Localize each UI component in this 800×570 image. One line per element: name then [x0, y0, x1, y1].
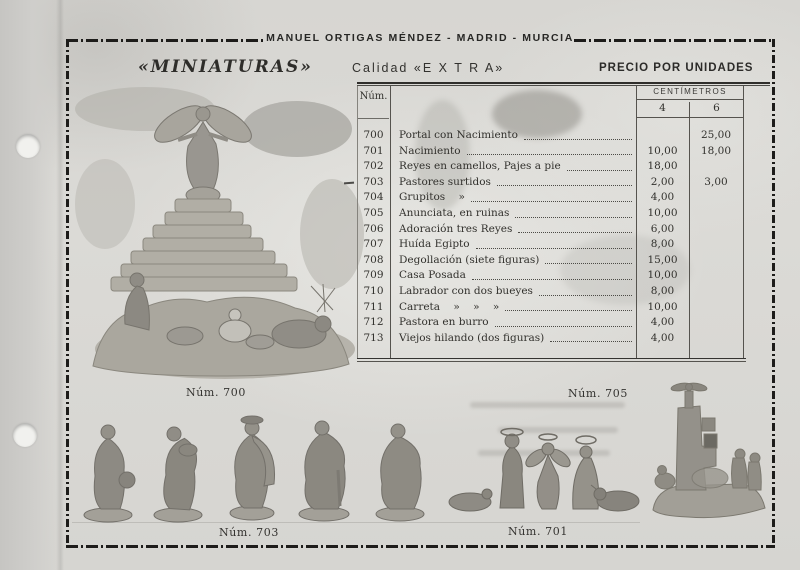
- row-price-4cm: 6,00: [650, 222, 675, 235]
- dot-leader: [550, 331, 632, 343]
- row-price-4cm: 10,00: [647, 144, 678, 157]
- dot-leader: [471, 190, 632, 202]
- table-row: [357, 128, 744, 144]
- row-price-4cm: 4,00: [650, 331, 675, 344]
- photo-num-701-nativity: [440, 428, 640, 520]
- row-description-cell: [390, 237, 636, 253]
- dot-leader: [539, 284, 632, 296]
- row-price-6cm: [689, 253, 743, 269]
- frame-top-left: [66, 39, 266, 42]
- page-left-edge: [0, 0, 58, 570]
- row-number: 706: [363, 222, 384, 235]
- dot-leader: [518, 222, 632, 234]
- row-price-6cm: 3,00: [704, 175, 728, 188]
- row-description-cell: [390, 331, 636, 347]
- table-row: [357, 206, 744, 222]
- row-number: 705: [363, 206, 384, 219]
- table-row: [357, 268, 744, 284]
- row-description-cell: [390, 144, 636, 160]
- table-row: [357, 300, 744, 316]
- photo-num-700-monument: [85, 84, 360, 384]
- punch-hole-bottom: [13, 423, 37, 447]
- table-row: [357, 237, 744, 253]
- col-header-4cm: 4: [659, 102, 666, 114]
- row-description: Pastores surtidos: [399, 175, 491, 188]
- table-row: [357, 315, 744, 331]
- table-row: [357, 284, 744, 300]
- dot-leader: [505, 300, 632, 312]
- row-price-6cm: 25,00: [700, 129, 732, 141]
- row-description-cell: [390, 175, 636, 191]
- row-price-6cm: [689, 159, 743, 175]
- table-row: [357, 159, 744, 175]
- dot-leader: [515, 206, 632, 218]
- row-number: 704: [363, 191, 384, 204]
- table-row: [357, 222, 744, 238]
- row-price-4cm: 8,00: [650, 238, 675, 251]
- row-price-4cm: 15,00: [647, 253, 678, 266]
- row-number: 712: [363, 316, 384, 329]
- row-price-4cm: 18,00: [647, 160, 678, 173]
- row-description: Adoración tres Reyes: [399, 222, 513, 235]
- row-number: 711: [363, 300, 384, 313]
- photo-num-703-shepherds: [70, 404, 440, 524]
- caption-num-701: Núm. 701: [508, 525, 568, 538]
- row-number: 700: [363, 129, 384, 141]
- col-header-6cm: 6: [713, 102, 720, 114]
- row-description: Grupitos »: [399, 191, 465, 204]
- row-description: Nacimiento: [399, 144, 461, 157]
- price-heading: PRECIO POR UNIDADES: [599, 62, 754, 74]
- row-number: 713: [363, 331, 384, 344]
- table-row: [357, 175, 744, 191]
- frame-bottom: [66, 545, 775, 548]
- dot-leader: [545, 253, 632, 265]
- row-description: Pastora en burro: [399, 316, 489, 329]
- row-price-6cm: [689, 284, 743, 300]
- row-description-cell: [390, 128, 636, 144]
- row-number: 703: [363, 175, 384, 188]
- row-price-6cm: [689, 315, 743, 331]
- masthead: MANUEL ORTIGAS MÉNDEZ - MADRID - MURCIA: [266, 32, 574, 44]
- row-price-4cm: [636, 128, 689, 144]
- row-price-6cm: [689, 222, 743, 238]
- row-price-6cm: [689, 331, 743, 347]
- row-description: Viejos hilando (dos figuras): [399, 331, 545, 344]
- row-description: Labrador con dos bueyes: [399, 284, 533, 297]
- row-price-4cm: 8,00: [650, 284, 675, 297]
- row-price-4cm: 10,00: [647, 206, 678, 219]
- caption-num-700: Núm. 700: [186, 386, 246, 399]
- dot-leader: [476, 237, 632, 249]
- row-number: 710: [363, 284, 384, 297]
- row-price-6cm: [689, 206, 743, 222]
- col-header-centimetros: CENTÍMETROS: [653, 87, 727, 96]
- row-price-6cm: [689, 268, 743, 284]
- photo-num-705-ruins: [648, 378, 770, 522]
- row-price-4cm: 10,00: [647, 269, 678, 282]
- row-description-cell: [390, 253, 636, 269]
- dot-leader: [472, 268, 632, 280]
- page-title: «MINIATURAS»: [138, 57, 313, 77]
- row-price-6cm: 18,00: [700, 144, 732, 157]
- frame-right: [772, 39, 775, 547]
- frame-left: [66, 39, 69, 547]
- col-header-num: Núm.: [359, 91, 388, 102]
- dot-leader: [567, 159, 632, 171]
- row-price-4cm: 4,00: [650, 316, 675, 329]
- row-description-cell: [390, 315, 636, 331]
- row-price-6cm: [689, 300, 743, 316]
- row-description: Huída Egipto: [399, 238, 470, 251]
- dot-leader: [497, 175, 632, 187]
- table-row: [357, 253, 744, 269]
- row-description-cell: [390, 190, 636, 206]
- punch-hole-top: [16, 134, 40, 158]
- dot-leader: [524, 128, 632, 140]
- caption-num-705: Núm. 705: [568, 387, 628, 400]
- row-description: Reyes en camellos, Pajes a pie: [399, 160, 561, 173]
- row-description-cell: [390, 284, 636, 300]
- row-description: Degollación (siete figuras): [399, 253, 540, 266]
- caption-num-703: Núm. 703: [219, 526, 279, 539]
- row-number: 709: [363, 269, 384, 282]
- row-price-6cm: [689, 190, 743, 206]
- row-number: 707: [363, 238, 384, 251]
- row-price-4cm: 10,00: [647, 300, 678, 313]
- row-number: 708: [363, 253, 384, 266]
- page-edge-shadow: [56, 0, 64, 570]
- row-description-cell: [390, 206, 636, 222]
- frame-top-right: [574, 39, 773, 42]
- row-number: 701: [363, 144, 384, 157]
- price-table: [357, 82, 770, 365]
- row-description: Carreta » » »: [399, 300, 500, 313]
- table-row: [357, 144, 744, 160]
- price-table-body: [357, 128, 744, 346]
- row-description: Anunciata, en ruinas: [399, 206, 510, 219]
- row-description-cell: [390, 268, 636, 284]
- row-description: Casa Posada: [399, 269, 466, 282]
- dot-leader: [467, 144, 632, 156]
- table-row: [357, 190, 744, 206]
- row-price-4cm: 4,00: [650, 191, 675, 204]
- table-row: [357, 331, 744, 347]
- row-description-cell: [390, 222, 636, 238]
- row-description-cell: [390, 300, 636, 316]
- row-price-6cm: [689, 237, 743, 253]
- row-number: 702: [363, 160, 384, 173]
- dot-leader: [495, 315, 632, 327]
- quality-label: Calidad «E X T R A»: [352, 61, 505, 75]
- row-description: Portal con Nacimiento: [399, 129, 518, 141]
- row-description-cell: [390, 159, 636, 175]
- row-price-4cm: 2,00: [650, 175, 675, 188]
